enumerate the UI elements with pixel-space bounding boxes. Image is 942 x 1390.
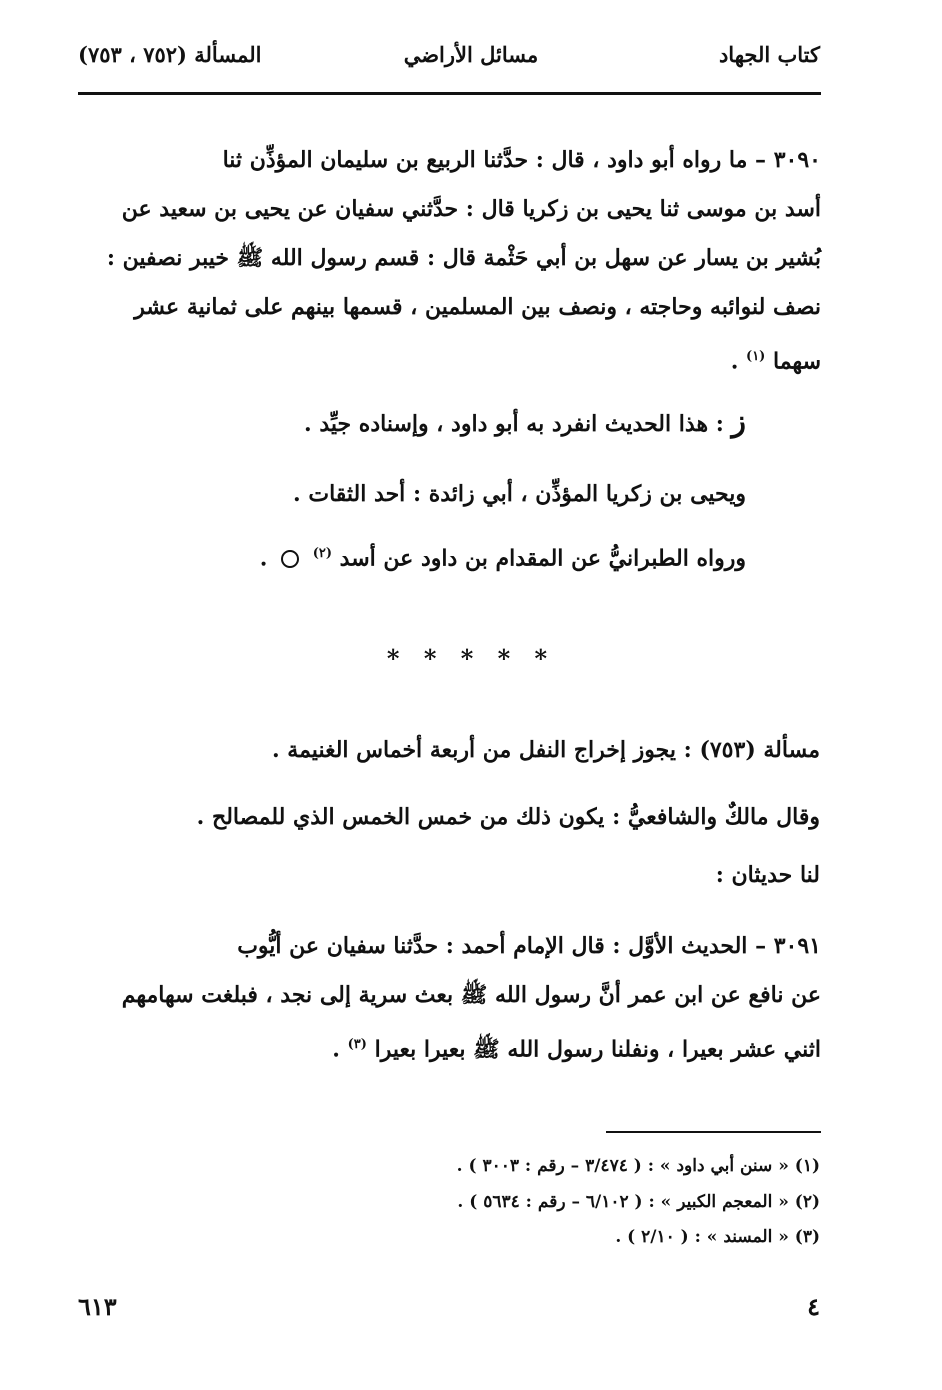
issue-753-statement xyxy=(77,727,820,773)
hadith-number: ٣٠٩١ xyxy=(773,933,821,959)
commentary-marker: ز xyxy=(731,404,746,439)
section-separator: * * * * * xyxy=(386,644,556,673)
page-number: ٦١٣ xyxy=(78,1292,117,1321)
running-header-chapter: مسائل الأراضي xyxy=(403,42,539,67)
hadith-3090-line-1 xyxy=(78,136,821,185)
hadith-text: – الحديث الأوَّل : قال الإمام أحمد : حدَّثنا سفيان عن أيُّوب xyxy=(237,933,767,959)
commentary-line-3 xyxy=(146,532,746,580)
hadith-3091-line-2: عن نافع عن ابن عمر أنَّ رسول الله ﷺ بعث سرية إلى نجد ، فبلغت سهامهم xyxy=(121,982,821,1008)
footnote-2: (٢) « المعجم الكبير » : ( ٦/١٠٢ – رقم : ٥٦٣٤ ) . xyxy=(457,1192,820,1212)
commentary-text: : هذا الحديث انفرد به أبو داود ، وإسناده جيِّد . xyxy=(304,411,724,437)
hadith-3090 xyxy=(78,136,821,386)
hadith-3091-line-3 xyxy=(78,1020,821,1074)
footnote-rule xyxy=(606,1131,821,1133)
issue-text: : يجوز إخراج النفل من أربعة أخماس الغنيمة . xyxy=(271,737,692,763)
hadith-3091 xyxy=(78,922,821,1074)
hadith-3090-line-4: نصف لنوائبه وحاجته ، ونصف بين المسلمين ، قسمها بينهم على ثمانية عشر xyxy=(134,294,821,320)
commentary-text: ورواه الطبرانيُّ عن المقدام بن داود عن أسد xyxy=(339,545,746,572)
hadith-text: سهما xyxy=(773,348,821,375)
volume-number: ٤ xyxy=(807,1292,820,1321)
hadith-number: ٣٠٩٠ xyxy=(773,147,821,173)
hadith-text: اثني عشر بعيرا ، ونفلنا رسول الله ﷺ بعيرا بعيرا xyxy=(374,1036,821,1063)
period: . xyxy=(259,545,268,572)
issue-753 xyxy=(77,727,820,898)
period: . xyxy=(332,1036,340,1063)
commentary xyxy=(146,400,746,580)
end-circle-icon xyxy=(281,550,299,568)
commentary-line-2: ويحيى بن زكريا المؤذِّن ، أبي زائدة : أحد الثقات . xyxy=(293,481,746,507)
footnote-1: (١) « سنن أبي داود » : ( ٣/٤٧٤ – رقم : ٣٠٠٣ ) . xyxy=(456,1156,820,1176)
footnote-ref: (٣) xyxy=(347,1037,367,1052)
issue-753-opinion: وقال مالكٌ والشافعيُّ : يكون ذلك من خمس الخمس الذي للمصالح . xyxy=(196,804,820,830)
running-header-issue-range: المسألة (٧٥٢ ، ٧٥٣) xyxy=(78,42,262,67)
commentary-line-1 xyxy=(146,400,746,446)
running-header-book: كتاب الجهاد xyxy=(718,42,820,67)
header-rule xyxy=(78,92,821,95)
hadith-text: – ما رواه أبو داود ، قال : حدَّثنا الربيع بن سليمان المؤذِّن ثنا xyxy=(222,147,767,173)
hadith-3090-line-5 xyxy=(78,332,821,386)
issue-753-evidence: لنا حديثان : xyxy=(715,862,820,888)
hadith-3090-line-2: أسد بن موسى ثنا يحيى بن زكريا قال : حدَّثني سفيان عن يحيى بن سعيد عن xyxy=(121,196,821,222)
footnote-ref: (٢) xyxy=(312,546,332,561)
footnote-3: (٣) « المسند » : ( ٢/١٠ ) . xyxy=(615,1227,820,1247)
footnote-ref: (١) xyxy=(746,349,766,364)
hadith-3091-line-1 xyxy=(78,922,821,971)
period: . xyxy=(730,348,739,375)
hadith-3090-line-3: بُشير بن يسار عن سهل بن أبي حَثْمة قال : قسم رسول الله ﷺ خيبر نصفين : xyxy=(106,245,821,271)
issue-title: مسألة (٧٥٣) xyxy=(699,737,820,763)
